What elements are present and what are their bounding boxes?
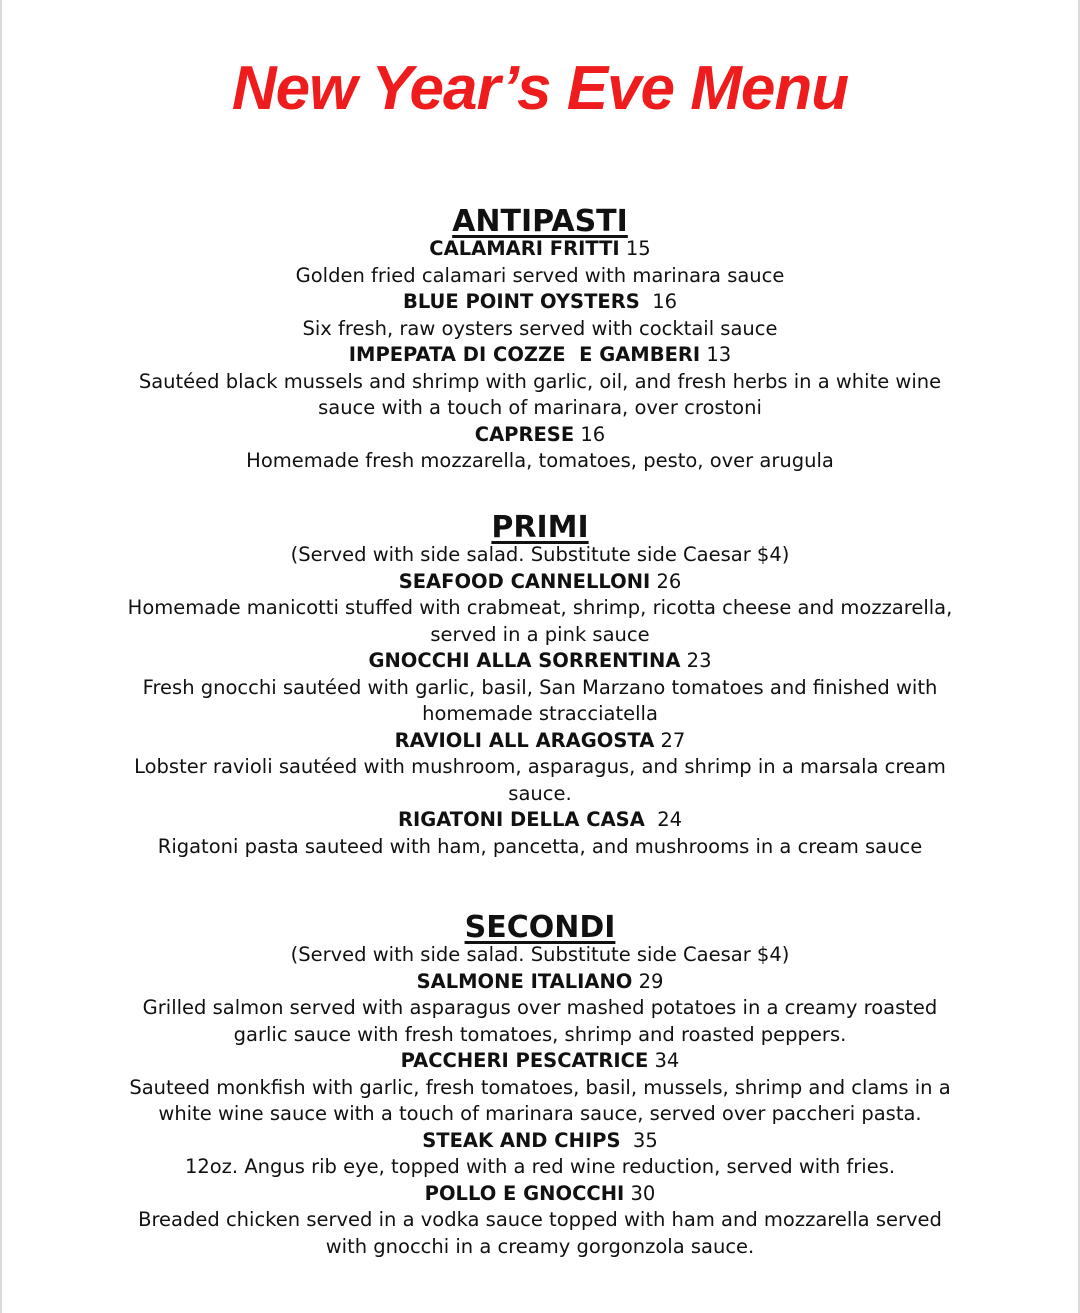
item-price: 26 (656, 569, 682, 593)
menu-item-name (2, 1048, 1078, 1075)
section-antipasti (2, 204, 1078, 475)
item-description: Rigatoni pasta sauteed with ham, pancetta, and mushrooms in a cream sauce (157, 834, 923, 858)
item-name: GNOCCHI ALLA SORRENTINA (368, 649, 681, 672)
item-name: RIGATONI DELLA CASA (397, 808, 645, 831)
section-heading: ANTIPASTI (452, 204, 628, 239)
menu-item-name (2, 1128, 1078, 1155)
item-name: CALAMARI FRITTI (429, 237, 620, 260)
item-name: CAPRESE (474, 422, 575, 446)
menu-item-name (2, 648, 1078, 675)
item-name: IMPEPATA DI COZZE E GAMBERI (348, 343, 701, 366)
menu-item-name (2, 969, 1078, 996)
item-name: BLUE POINT OYSTERS (402, 290, 640, 313)
menu-title: New Year’s Eve Menu (231, 54, 849, 123)
item-price: 16 (580, 422, 606, 446)
item-description: Golden fried calamari served with marinara sauce (295, 263, 785, 287)
item-description: Fresh gnocchi sautéed with garlic, basil, San Marzano tomatoes and finished with homemade stracciatella (142, 675, 938, 725)
item-name: POLLO E GNOCCHI (424, 1181, 625, 1205)
section-heading: PRIMI (491, 510, 589, 545)
item-price: 15 (625, 237, 651, 260)
item-price: 35 (632, 1128, 658, 1152)
menu-item-name (2, 569, 1078, 596)
item-description: Six fresh, raw oysters served with cocktail sauce (302, 316, 778, 340)
item-description: Homemade fresh mozzarella, tomatoes, pesto, over arugula (246, 449, 834, 472)
section-secondi (2, 910, 1078, 1260)
menu-item-name (2, 289, 1078, 316)
item-price: 24 (657, 808, 683, 831)
menu-item-name (2, 422, 1078, 449)
item-price: 13 (706, 343, 732, 366)
menu-item-name (2, 728, 1078, 755)
menu-item-name (2, 236, 1078, 263)
item-description: Homemade manicotti stuffed with crabmeat, shrimp, ricotta cheese and mozzarella, served in a pink sauce (127, 596, 953, 646)
menu-item-name (2, 342, 1078, 369)
item-description: Grilled salmon served with asparagus over mashed potatoes in a creamy roasted garlic sauce with fresh tomatoes, shrimp and roasted peppers. (142, 996, 938, 1046)
item-price: 16 (652, 290, 678, 313)
item-name: SEAFOOD CANNELLONI (398, 569, 651, 593)
item-price: 29 (638, 969, 664, 993)
section-primi (2, 510, 1078, 860)
section-note: (Served with side salad. Substitute side Caesar $4) (290, 543, 790, 566)
item-description: Sauteed monkfish with garlic, fresh tomatoes, basil, mussels, shrimp and clams in a white wine sauce with a touch of marinara sauce, served over paccheri pasta. (129, 1075, 951, 1125)
item-description: Lobster ravioli sautéed with mushroom, asparagus, and shrimp in a marsala cream sauce. (134, 755, 946, 805)
item-name: RAVIOLI ALL ARAGOSTA (394, 728, 655, 752)
item-description: 12oz. Angus rib eye, topped with a red wine reduction, served with fries. (184, 1155, 896, 1178)
menu-item-name (2, 1181, 1078, 1208)
item-description: Breaded chicken served in a vodka sauce topped with ham and mozzarella served with gnocchi in a creamy gorgonzola sauce. (138, 1208, 942, 1258)
item-price: 34 (654, 1049, 680, 1072)
item-name: SALMONE ITALIANO (416, 969, 633, 993)
item-description: Sautéed black mussels and shrimp with garlic, oil, and fresh herbs in a white wine sauce with a touch of marinara, over crostoni (138, 369, 942, 419)
section-note: (Served with side salad. Substitute side Caesar $4) (290, 943, 790, 966)
item-price: 30 (630, 1181, 656, 1205)
item-name: PACCHERI PESCATRICE (400, 1049, 649, 1072)
section-heading: SECONDI (464, 910, 616, 945)
item-price: 23 (686, 649, 712, 672)
item-price: 27 (660, 728, 686, 752)
item-name: STEAK AND CHIPS (422, 1128, 621, 1152)
menu-item-name (2, 807, 1078, 834)
